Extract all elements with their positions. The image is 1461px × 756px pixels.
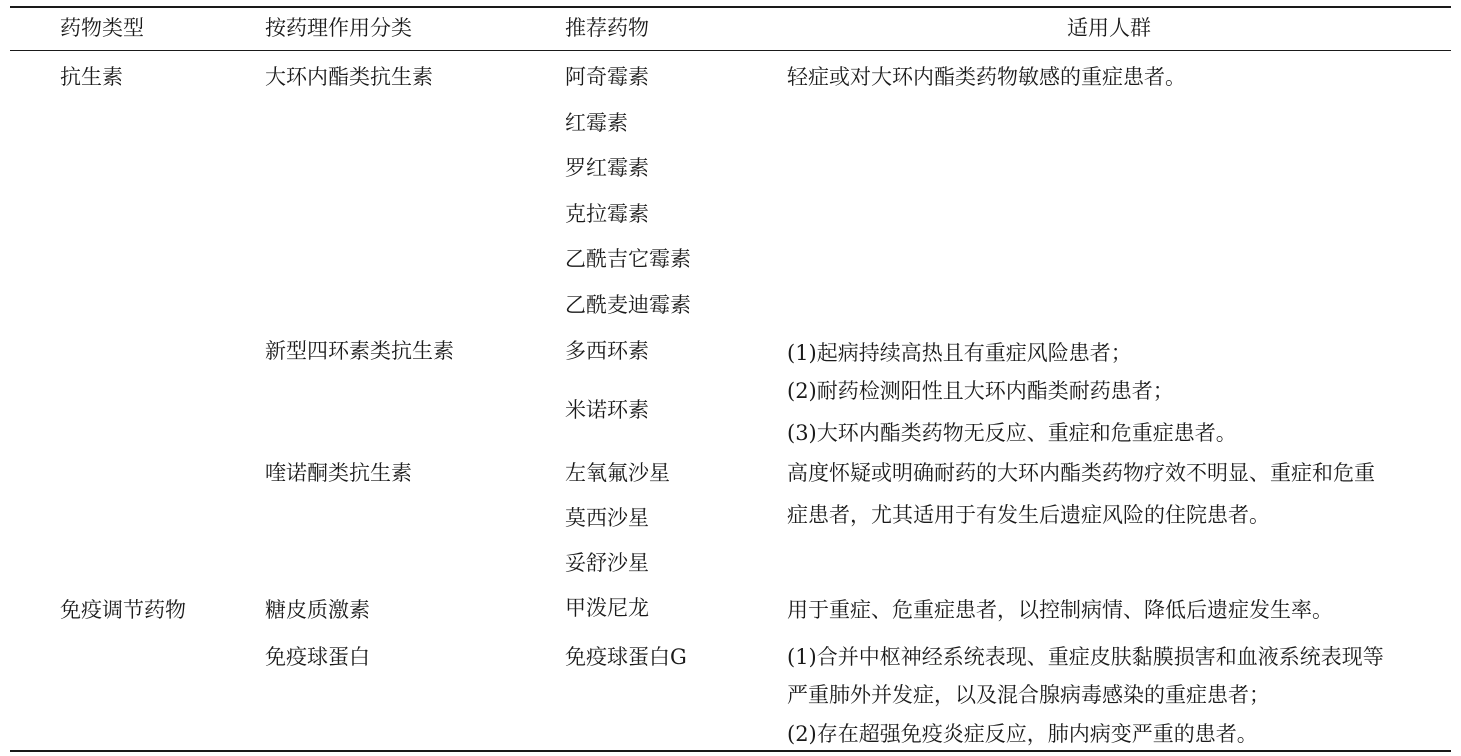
population-cell: (3)大环内酯类药物无反应、重症和危重症患者。 xyxy=(787,421,1237,445)
population-cell: (2)存在超强免疫炎症反应，肺内病变严重的患者。 xyxy=(787,722,1258,746)
drug-type-cell: 免疫调节药物 xyxy=(60,598,186,622)
population-cell: 症患者，尤其适用于有发生后遗症风险的住院患者。 xyxy=(787,503,1270,527)
population-cell: 严重肺外并发症，以及混合腺病毒感染的重症患者； xyxy=(787,683,1270,707)
drug-cell: 乙酰麦迪霉素 xyxy=(565,293,691,317)
category-cell: 新型四环素类抗生素 xyxy=(265,339,454,363)
population-cell: 用于重症、危重症患者，以控制病情、降低后遗症发生率。 xyxy=(787,598,1333,622)
population-cell: (2)耐药检测阳性且大环内酯类耐药患者； xyxy=(787,379,1174,403)
header-applicable-population: 适用人群 xyxy=(1067,16,1151,40)
drug-cell: 红霉素 xyxy=(565,111,628,135)
drug-cell: 米诺环素 xyxy=(565,398,649,422)
category-cell: 免疫球蛋白 xyxy=(265,645,370,669)
population-cell: (1)起病持续高热且有重症风险患者； xyxy=(787,341,1132,365)
drug-type-cell: 抗生素 xyxy=(60,65,123,89)
drug-cell: 妥舒沙星 xyxy=(565,551,649,575)
drug-cell: 罗红霉素 xyxy=(565,156,649,180)
population-cell: 高度怀疑或明确耐药的大环内酯类药物疗效不明显、重症和危重 xyxy=(787,461,1375,485)
drug-cell: 免疫球蛋白G xyxy=(565,645,687,669)
category-cell: 大环内酯类抗生素 xyxy=(265,65,433,89)
header-recommended-drug: 推荐药物 xyxy=(565,16,649,40)
table-header-rule xyxy=(10,50,1451,51)
drug-cell: 莫西沙星 xyxy=(565,506,649,530)
population-cell: (1)合并中枢神经系统表现、重症皮肤黏膜损害和血液系统表现等 xyxy=(787,645,1384,669)
header-drug-type: 药物类型 xyxy=(60,16,144,40)
drug-cell: 克拉霉素 xyxy=(565,202,649,226)
table-bottom-rule xyxy=(10,750,1451,752)
drug-cell: 乙酰吉它霉素 xyxy=(565,247,691,271)
category-cell: 喹诺酮类抗生素 xyxy=(265,461,412,485)
header-pharmacological-category: 按药理作用分类 xyxy=(265,16,412,40)
population-cell: 轻症或对大环内酯类药物敏感的重症患者。 xyxy=(787,65,1186,89)
category-cell: 糖皮质激素 xyxy=(265,598,370,622)
table-top-rule xyxy=(10,6,1451,8)
drug-cell: 甲泼尼龙 xyxy=(565,596,649,620)
drug-cell: 多西环素 xyxy=(565,339,649,363)
drug-cell: 阿奇霉素 xyxy=(565,65,649,89)
drug-cell: 左氧氟沙星 xyxy=(565,461,670,485)
